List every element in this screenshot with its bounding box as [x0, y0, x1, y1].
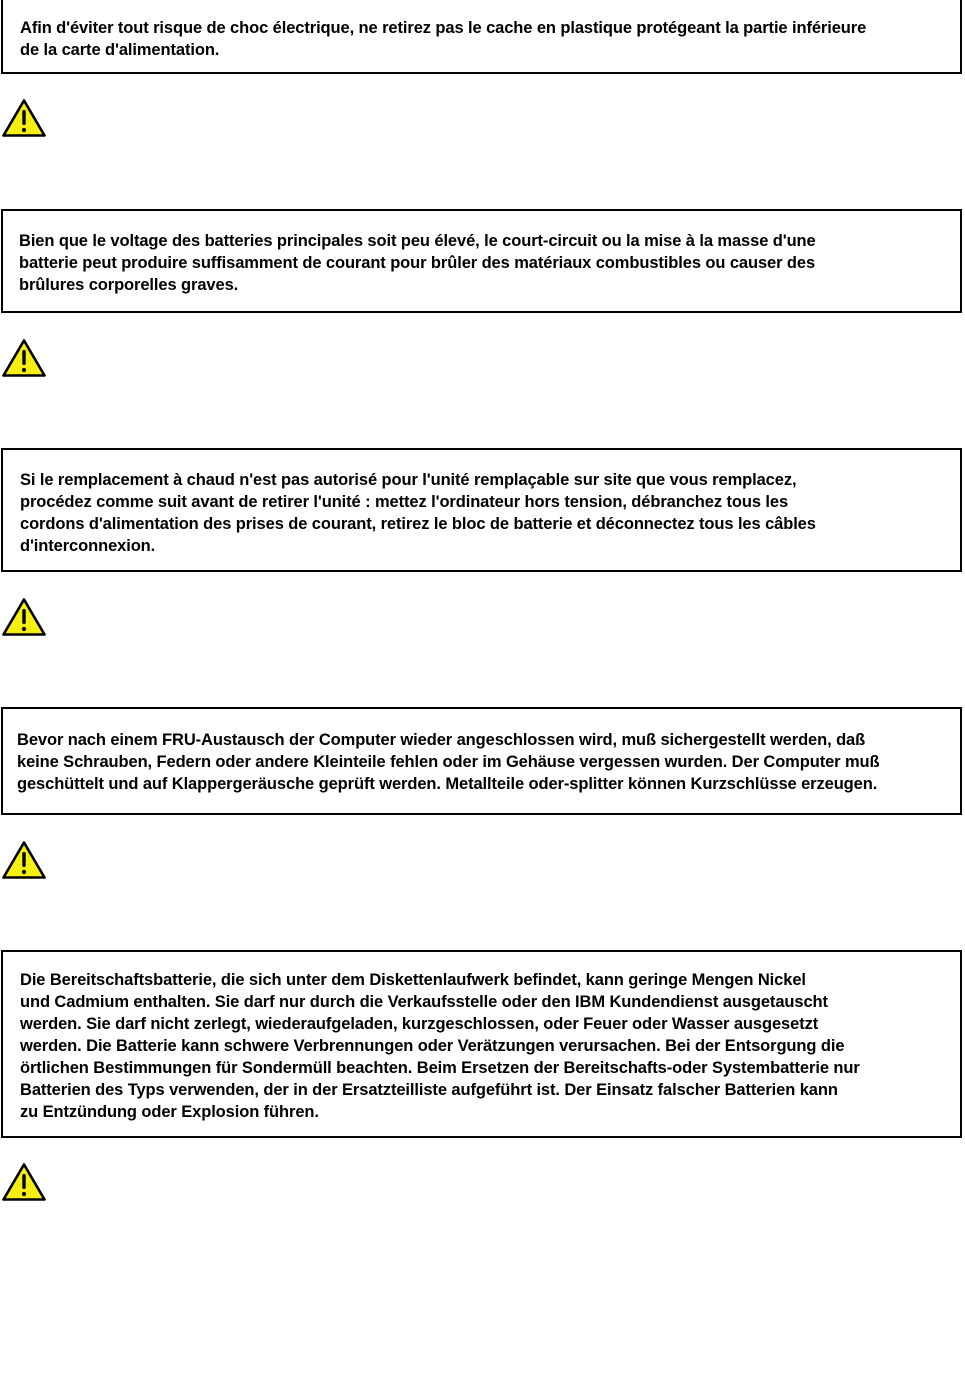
caution-notice-2	[1, 209, 962, 313]
notice-text-line: cordons d'alimentation des prises de courant, retirez le bloc de batterie et déconnectez tous les câbles	[20, 515, 816, 533]
warning-triangle-icon	[1, 1162, 47, 1202]
caution-notice-3	[1, 448, 962, 572]
caution-notice-4	[1, 707, 962, 815]
notice-text-line: zu Entzündung oder Explosion führen.	[20, 1103, 319, 1121]
notice-text-line: procédez comme suit avant de retirer l'unité : mettez l'ordinateur hors tension, débranchez tous les	[20, 493, 789, 511]
notice-text-line: werden. Die Batterie kann schwere Verbrennungen oder Verätzungen verursachen. Bei der Entsorgung die	[20, 1037, 845, 1055]
notice-text-line: Si le remplacement à chaud n'est pas autorisé pour l'unité remplaçable sur site que vous remplacez,	[20, 471, 797, 489]
warning-triangle-icon	[1, 338, 47, 378]
notice-text-line: Batterien des Typs verwenden, der in der Ersatzteilliste aufgeführt ist. Der Einsatz falscher Batterien kann	[20, 1081, 838, 1099]
warning-triangle-icon	[1, 98, 47, 138]
notice-text-line: Bevor nach einem FRU-Austausch der Computer wieder angeschlossen wird, muß sichergestellt werden, daß	[17, 731, 866, 749]
caution-notice-1	[1, 0, 962, 74]
notice-text-line: werden. Sie darf nicht zerlegt, wiederaufgeladen, kurzgeschlossen, oder Feuer oder Wasser ausgesetzt	[20, 1015, 819, 1033]
notice-text-line: d'interconnexion.	[20, 537, 156, 555]
notice-text-line: Afin d'éviter tout risque de choc électrique, ne retirez pas le cache en plastique protégeant la partie inférieure	[20, 19, 867, 37]
notice-text-line: brûlures corporelles graves.	[19, 276, 239, 294]
notice-text-line: geschüttelt und auf Klappergeräusche geprüft werden. Metallteile oder-splitter können Kurzschlüsse erzeugen.	[17, 775, 878, 793]
notice-text-line: batterie peut produire suffisamment de courant pour brûler des matériaux combustibles ou causer des	[19, 254, 816, 272]
notice-text-line: und Cadmium enthalten. Sie darf nur durch die Verkaufsstelle oder den IBM Kundendienst ausgetauscht	[20, 993, 828, 1011]
warning-triangle-icon	[1, 840, 47, 880]
warning-triangle-icon	[1, 597, 47, 637]
caution-notice-5	[1, 950, 962, 1138]
notice-text-line: örtlichen Bestimmungen für Sondermüll beachten. Beim Ersetzen der Bereitschafts-oder Systembatterie nur	[20, 1059, 860, 1077]
notice-text-line: Die Bereitschaftsbatterie, die sich unter dem Diskettenlaufwerk befindet, kann geringe Mengen Nickel	[20, 971, 806, 989]
notice-text-line: Bien que le voltage des batteries principales soit peu élevé, le court-circuit ou la mise à la masse d'une	[19, 232, 816, 250]
notice-text-line: de la carte d'alimentation.	[20, 41, 220, 59]
notice-text-line: keine Schrauben, Federn oder andere Kleinteile fehlen oder im Gehäuse vergessen wurden. Der Computer muß	[17, 753, 880, 771]
